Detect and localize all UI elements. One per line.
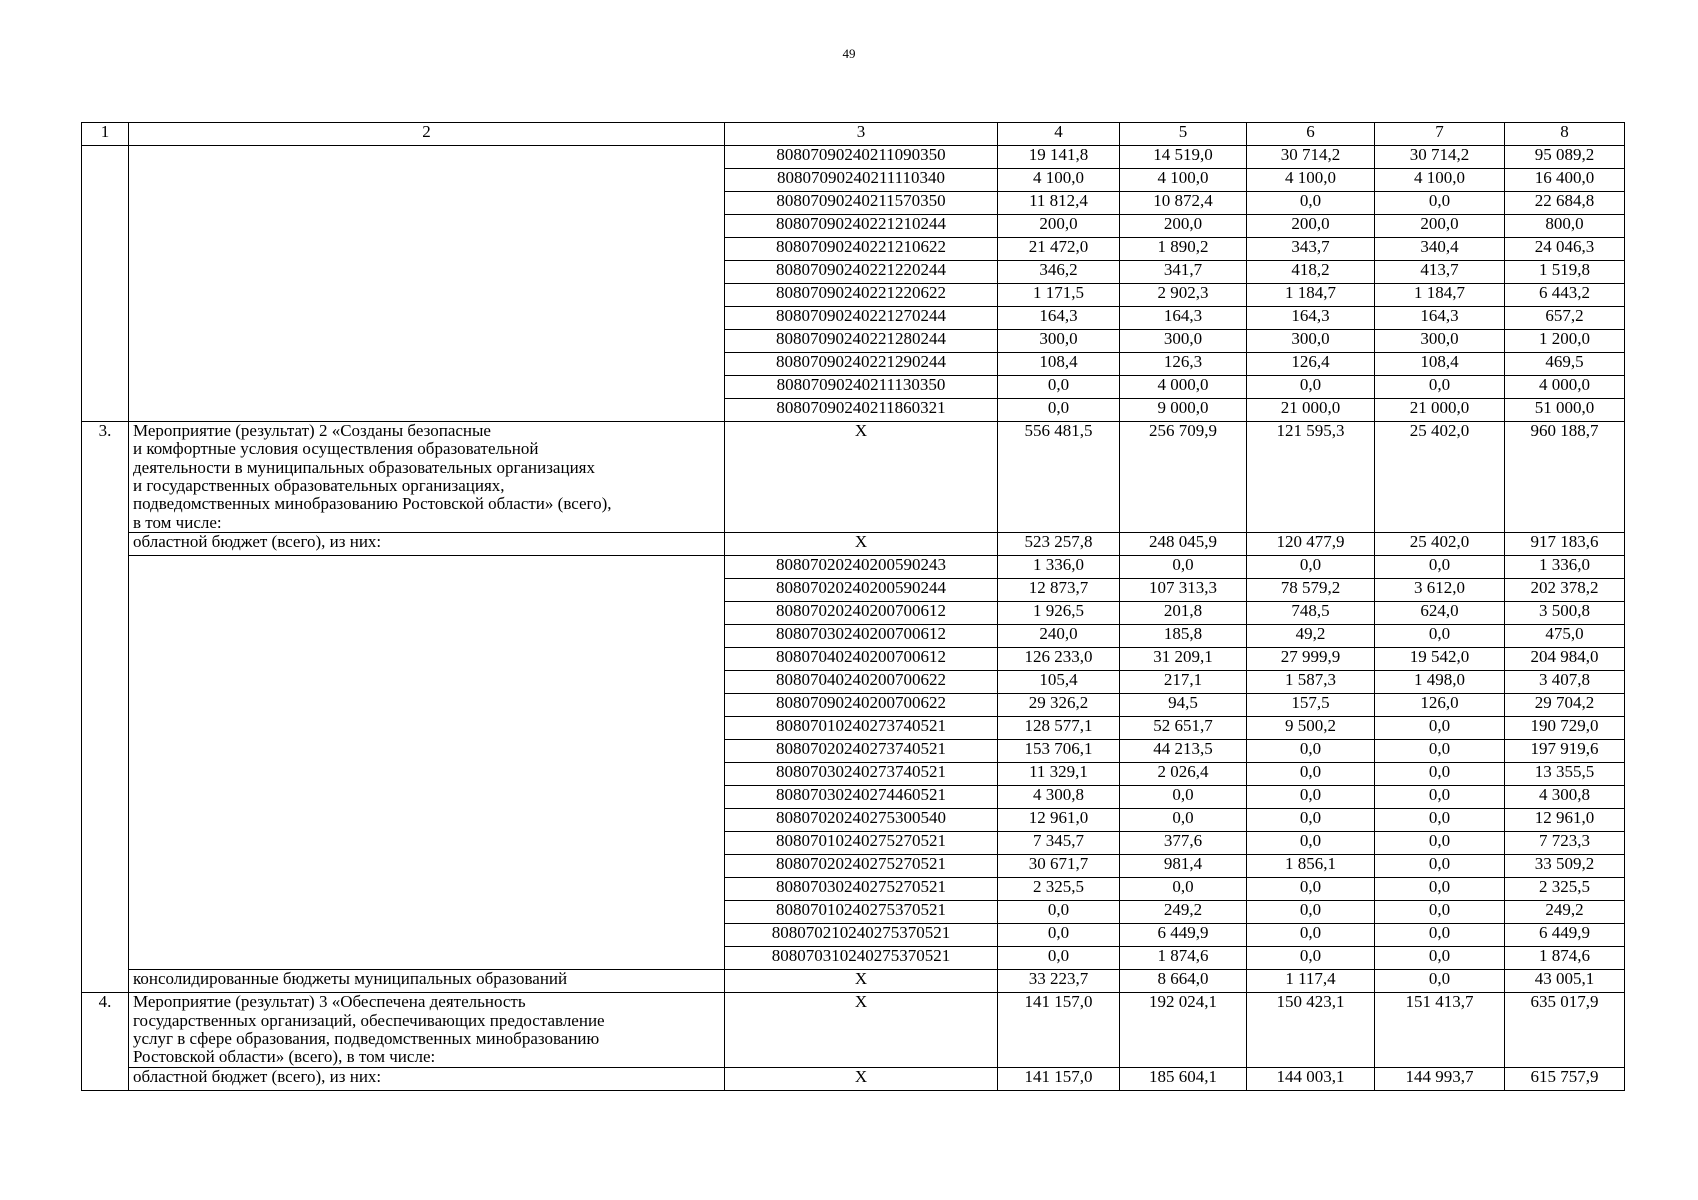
value-cell-4: 523 257,8: [998, 533, 1120, 556]
summary-row: [82, 422, 1625, 533]
value-cell-4: 7 345,7: [998, 832, 1120, 855]
value-cell-5: 0,0: [1120, 786, 1247, 809]
value-cell-8: 22 684,8: [1505, 192, 1625, 215]
value-cell-6: 0,0: [1247, 947, 1375, 970]
value-cell-4: 1 336,0: [998, 556, 1120, 579]
empty-num-cell: [82, 146, 129, 422]
value-cell-7: 0,0: [1375, 901, 1505, 924]
value-cell-5: 248 045,9: [1120, 533, 1247, 556]
value-cell-8: 657,2: [1505, 307, 1625, 330]
value-cell-8: 635 017,9: [1505, 993, 1625, 1067]
value-cell-5: 1 874,6: [1120, 947, 1247, 970]
budget-code-cell: 80807010240275270521: [725, 832, 998, 855]
value-cell-4: 240,0: [998, 625, 1120, 648]
value-cell-8: 12 961,0: [1505, 809, 1625, 832]
budget-code-cell: 80807090240221290244: [725, 353, 998, 376]
value-cell-8: 615 757,9: [1505, 1067, 1625, 1090]
summary-row: [82, 970, 1625, 993]
value-cell-4: 0,0: [998, 947, 1120, 970]
value-cell-4: 4 100,0: [998, 169, 1120, 192]
value-cell-8: 43 005,1: [1505, 970, 1625, 993]
value-cell-6: 1 856,1: [1247, 855, 1375, 878]
value-cell-7: 1 184,7: [1375, 284, 1505, 307]
description-line: государственных организаций, обеспечивающих предоставление: [133, 1010, 605, 1030]
value-cell-8: 960 188,7: [1505, 422, 1625, 533]
value-cell-5: 94,5: [1120, 694, 1247, 717]
value-cell-7: 0,0: [1375, 625, 1505, 648]
value-cell-8: 190 729,0: [1505, 717, 1625, 740]
value-cell-7: 0,0: [1375, 717, 1505, 740]
value-cell-4: 12 873,7: [998, 579, 1120, 602]
description-text: [133, 993, 720, 1066]
value-cell-7: 0,0: [1375, 970, 1505, 993]
value-cell-6: 1 184,7: [1247, 284, 1375, 307]
value-cell-7: 25 402,0: [1375, 422, 1505, 533]
value-cell-7: 0,0: [1375, 855, 1505, 878]
value-cell-5: 4 100,0: [1120, 169, 1247, 192]
description-line: услуг в сфере образования, подведомственных минобразованию: [133, 1028, 600, 1048]
budget-code-cell: 80807090240211090350: [725, 146, 998, 169]
value-cell-4: 4 300,8: [998, 786, 1120, 809]
description-line: и комфортные условия осуществления образовательной: [133, 439, 539, 459]
value-cell-5: 2 026,4: [1120, 763, 1247, 786]
regional-budget-label: областной бюджет (всего), из них:: [129, 1067, 725, 1090]
value-cell-7: 108,4: [1375, 353, 1505, 376]
value-cell-8: 475,0: [1505, 625, 1625, 648]
value-cell-4: 12 961,0: [998, 809, 1120, 832]
value-cell-8: 51 000,0: [1505, 399, 1625, 422]
value-cell-8: 1 200,0: [1505, 330, 1625, 353]
header-col-4: 4: [998, 123, 1120, 146]
budget-code-cell: 80807030240273740521: [725, 763, 998, 786]
value-cell-6: 164,3: [1247, 307, 1375, 330]
value-cell-4: 19 141,8: [998, 146, 1120, 169]
budget-code-cell: 80807020240200590244: [725, 579, 998, 602]
budget-code-cell: Х: [725, 533, 998, 556]
header-col-8: 8: [1505, 123, 1625, 146]
budget-code-cell: 80807090240211110340: [725, 169, 998, 192]
value-cell-8: 3 500,8: [1505, 602, 1625, 625]
value-cell-6: 418,2: [1247, 261, 1375, 284]
value-cell-8: 1 874,6: [1505, 947, 1625, 970]
value-cell-4: 141 157,0: [998, 993, 1120, 1067]
value-cell-8: 1 519,8: [1505, 261, 1625, 284]
value-cell-8: 24 046,3: [1505, 238, 1625, 261]
value-cell-6: 1 587,3: [1247, 671, 1375, 694]
value-cell-4: 126 233,0: [998, 648, 1120, 671]
budget-code-cell: 80807040240200700622: [725, 671, 998, 694]
value-cell-4: 0,0: [998, 901, 1120, 924]
value-cell-7: 300,0: [1375, 330, 1505, 353]
summary-row: [82, 533, 1625, 556]
budget-code-cell: 80807090240221210244: [725, 215, 998, 238]
value-cell-8: 13 355,5: [1505, 763, 1625, 786]
empty-desc-cell: [129, 146, 725, 422]
budget-code-cell: 80807010240275370521: [725, 901, 998, 924]
value-cell-8: 33 509,2: [1505, 855, 1625, 878]
value-cell-5: 4 000,0: [1120, 376, 1247, 399]
value-cell-7: 30 714,2: [1375, 146, 1505, 169]
value-cell-4: 1 926,5: [998, 602, 1120, 625]
value-cell-8: 29 704,2: [1505, 694, 1625, 717]
budget-code-cell: 80807020240200590243: [725, 556, 998, 579]
table-body: [82, 123, 1625, 1091]
value-cell-7: 0,0: [1375, 878, 1505, 901]
budget-code-cell: 80807090240221210622: [725, 238, 998, 261]
value-cell-7: 0,0: [1375, 809, 1505, 832]
value-cell-6: 0,0: [1247, 809, 1375, 832]
budget-code-cell: 80807030240200700612: [725, 625, 998, 648]
description-line: Мероприятие (результат) 2 «Созданы безопасные: [133, 421, 491, 440]
value-cell-5: 31 209,1: [1120, 648, 1247, 671]
header-col-5: 5: [1120, 123, 1247, 146]
item-description: [129, 993, 725, 1067]
value-cell-8: 917 183,6: [1505, 533, 1625, 556]
description-line: подведомственных минобразованию Ростовской области» (всего),: [133, 494, 612, 514]
budget-code-cell: 80807090240200700622: [725, 694, 998, 717]
budget-code-cell: Х: [725, 970, 998, 993]
value-cell-4: 200,0: [998, 215, 1120, 238]
budget-code-cell: 80807090240221220244: [725, 261, 998, 284]
value-cell-6: 0,0: [1247, 924, 1375, 947]
value-cell-8: 6 449,9: [1505, 924, 1625, 947]
value-cell-5: 185 604,1: [1120, 1067, 1247, 1090]
value-cell-4: 1 171,5: [998, 284, 1120, 307]
value-cell-5: 1 890,2: [1120, 238, 1247, 261]
value-cell-4: 556 481,5: [998, 422, 1120, 533]
budget-code-cell: 80807090240221220622: [725, 284, 998, 307]
budget-code-cell: 808070310240275370521: [725, 947, 998, 970]
value-cell-6: 144 003,1: [1247, 1067, 1375, 1090]
budget-code-cell: 80807020240273740521: [725, 740, 998, 763]
value-cell-8: 16 400,0: [1505, 169, 1625, 192]
value-cell-8: 7 723,3: [1505, 832, 1625, 855]
description-line: Мероприятие (результат) 3 «Обеспечена деятельность: [133, 992, 526, 1012]
value-cell-8: 800,0: [1505, 215, 1625, 238]
description-line: Ростовской области» (всего), в том числе:: [133, 1047, 436, 1067]
value-cell-8: 6 443,2: [1505, 284, 1625, 307]
value-cell-8: 469,5: [1505, 353, 1625, 376]
value-cell-5: 0,0: [1120, 878, 1247, 901]
value-cell-6: 0,0: [1247, 192, 1375, 215]
summary-row: [82, 1067, 1625, 1090]
value-cell-6: 30 714,2: [1247, 146, 1375, 169]
budget-code-cell: 80807030240275270521: [725, 878, 998, 901]
value-cell-5: 300,0: [1120, 330, 1247, 353]
value-cell-5: 9 000,0: [1120, 399, 1247, 422]
value-cell-7: 25 402,0: [1375, 533, 1505, 556]
value-cell-6: 9 500,2: [1247, 717, 1375, 740]
value-cell-4: 128 577,1: [998, 717, 1120, 740]
value-cell-6: 0,0: [1247, 878, 1375, 901]
value-cell-6: 150 423,1: [1247, 993, 1375, 1067]
value-cell-6: 1 117,4: [1247, 970, 1375, 993]
budget-code-cell: 80807040240200700612: [725, 648, 998, 671]
header-col-2: 2: [129, 123, 725, 146]
value-cell-6: 157,5: [1247, 694, 1375, 717]
value-cell-7: 624,0: [1375, 602, 1505, 625]
value-cell-5: 44 213,5: [1120, 740, 1247, 763]
value-cell-8: 249,2: [1505, 901, 1625, 924]
description-line: и государственных образовательных организациях,: [133, 476, 505, 496]
value-cell-8: 197 919,6: [1505, 740, 1625, 763]
summary-row: [82, 993, 1625, 1067]
value-cell-8: 4 000,0: [1505, 376, 1625, 399]
value-cell-7: 0,0: [1375, 947, 1505, 970]
description-line: в том числе:: [133, 512, 222, 532]
value-cell-7: 3 612,0: [1375, 579, 1505, 602]
budget-code-cell: 80807090240221280244: [725, 330, 998, 353]
value-cell-4: 0,0: [998, 376, 1120, 399]
value-cell-5: 981,4: [1120, 855, 1247, 878]
value-cell-4: 11 329,1: [998, 763, 1120, 786]
value-cell-6: 300,0: [1247, 330, 1375, 353]
regional-budget-label: областной бюджет (всего), из них:: [129, 533, 725, 556]
value-cell-6: 4 100,0: [1247, 169, 1375, 192]
budget-code-cell: 80807020240200700612: [725, 602, 998, 625]
table-row: [82, 556, 1625, 579]
value-cell-7: 126,0: [1375, 694, 1505, 717]
value-cell-5: 256 709,9: [1120, 422, 1247, 533]
budget-table: [81, 122, 1625, 1091]
value-cell-7: 0,0: [1375, 192, 1505, 215]
description-text: [133, 422, 720, 532]
value-cell-4: 141 157,0: [998, 1067, 1120, 1090]
value-cell-4: 0,0: [998, 924, 1120, 947]
value-cell-6: 120 477,9: [1247, 533, 1375, 556]
header-col-1: 1: [82, 123, 129, 146]
value-cell-6: 200,0: [1247, 215, 1375, 238]
value-cell-7: 19 542,0: [1375, 648, 1505, 671]
value-cell-4: 29 326,2: [998, 694, 1120, 717]
value-cell-7: 0,0: [1375, 763, 1505, 786]
item-number: 3.: [82, 422, 129, 993]
value-cell-8: 3 407,8: [1505, 671, 1625, 694]
value-cell-7: 144 993,7: [1375, 1067, 1505, 1090]
empty-desc-cell: [129, 556, 725, 970]
value-cell-6: 0,0: [1247, 901, 1375, 924]
value-cell-4: 300,0: [998, 330, 1120, 353]
budget-code-cell: Х: [725, 993, 998, 1067]
value-cell-4: 0,0: [998, 399, 1120, 422]
item-description: [129, 422, 725, 533]
value-cell-8: 1 336,0: [1505, 556, 1625, 579]
value-cell-6: 126,4: [1247, 353, 1375, 376]
value-cell-6: 27 999,9: [1247, 648, 1375, 671]
budget-code-cell: 80807090240211860321: [725, 399, 998, 422]
value-cell-7: 0,0: [1375, 376, 1505, 399]
value-cell-7: 340,4: [1375, 238, 1505, 261]
value-cell-5: 341,7: [1120, 261, 1247, 284]
value-cell-5: 200,0: [1120, 215, 1247, 238]
budget-code-cell: Х: [725, 422, 998, 533]
page-number: 49: [842, 46, 856, 61]
value-cell-7: 4 100,0: [1375, 169, 1505, 192]
value-cell-5: 164,3: [1120, 307, 1247, 330]
value-cell-8: 95 089,2: [1505, 146, 1625, 169]
value-cell-7: 0,0: [1375, 924, 1505, 947]
value-cell-5: 126,3: [1120, 353, 1247, 376]
budget-code-cell: 80807090240221270244: [725, 307, 998, 330]
value-cell-4: 21 472,0: [998, 238, 1120, 261]
value-cell-6: 21 000,0: [1247, 399, 1375, 422]
budget-code-cell: Х: [725, 1067, 998, 1090]
value-cell-6: 121 595,3: [1247, 422, 1375, 533]
budget-code-cell: 80807010240273740521: [725, 717, 998, 740]
value-cell-4: 2 325,5: [998, 878, 1120, 901]
value-cell-4: 164,3: [998, 307, 1120, 330]
value-cell-5: 107 313,3: [1120, 579, 1247, 602]
value-cell-7: 151 413,7: [1375, 993, 1505, 1067]
header-row: [82, 123, 1625, 146]
value-cell-5: 0,0: [1120, 809, 1247, 832]
value-cell-5: 6 449,9: [1120, 924, 1247, 947]
value-cell-6: 0,0: [1247, 556, 1375, 579]
value-cell-5: 217,1: [1120, 671, 1247, 694]
value-cell-5: 52 651,7: [1120, 717, 1247, 740]
value-cell-4: 30 671,7: [998, 855, 1120, 878]
value-cell-6: 0,0: [1247, 832, 1375, 855]
value-cell-4: 33 223,7: [998, 970, 1120, 993]
value-cell-5: 14 519,0: [1120, 146, 1247, 169]
value-cell-4: 346,2: [998, 261, 1120, 284]
value-cell-7: 413,7: [1375, 261, 1505, 284]
value-cell-6: 0,0: [1247, 763, 1375, 786]
value-cell-5: 2 902,3: [1120, 284, 1247, 307]
value-cell-7: 21 000,0: [1375, 399, 1505, 422]
budget-code-cell: 80807030240274460521: [725, 786, 998, 809]
table-row: [82, 146, 1625, 169]
budget-code-cell: 808070210240275370521: [725, 924, 998, 947]
value-cell-8: 4 300,8: [1505, 786, 1625, 809]
value-cell-4: 153 706,1: [998, 740, 1120, 763]
value-cell-7: 0,0: [1375, 556, 1505, 579]
budget-code-cell: 80807020240275270521: [725, 855, 998, 878]
header-col-6: 6: [1247, 123, 1375, 146]
value-cell-7: 200,0: [1375, 215, 1505, 238]
budget-code-cell: 80807020240275300540: [725, 809, 998, 832]
value-cell-5: 192 024,1: [1120, 993, 1247, 1067]
value-cell-5: 377,6: [1120, 832, 1247, 855]
header-col-3: 3: [725, 123, 998, 146]
value-cell-5: 8 664,0: [1120, 970, 1247, 993]
value-cell-5: 201,8: [1120, 602, 1247, 625]
value-cell-6: 343,7: [1247, 238, 1375, 261]
value-cell-6: 0,0: [1247, 740, 1375, 763]
value-cell-7: 0,0: [1375, 786, 1505, 809]
value-cell-7: 0,0: [1375, 740, 1505, 763]
value-cell-5: 0,0: [1120, 556, 1247, 579]
value-cell-6: 49,2: [1247, 625, 1375, 648]
value-cell-5: 10 872,4: [1120, 192, 1247, 215]
value-cell-5: 185,8: [1120, 625, 1247, 648]
budget-code-cell: 80807090240211130350: [725, 376, 998, 399]
description-line: деятельности в муниципальных образовательных организациях: [133, 457, 595, 477]
value-cell-4: 108,4: [998, 353, 1120, 376]
item-number: 4.: [82, 993, 129, 1090]
value-cell-4: 105,4: [998, 671, 1120, 694]
value-cell-8: 2 325,5: [1505, 878, 1625, 901]
value-cell-8: 202 378,2: [1505, 579, 1625, 602]
header-col-7: 7: [1375, 123, 1505, 146]
value-cell-7: 164,3: [1375, 307, 1505, 330]
value-cell-6: 78 579,2: [1247, 579, 1375, 602]
value-cell-8: 204 984,0: [1505, 648, 1625, 671]
municipal-budget-label: консолидированные бюджеты муниципальных образований: [129, 970, 725, 993]
value-cell-7: 1 498,0: [1375, 671, 1505, 694]
value-cell-6: 0,0: [1247, 376, 1375, 399]
value-cell-5: 249,2: [1120, 901, 1247, 924]
value-cell-7: 0,0: [1375, 832, 1505, 855]
value-cell-4: 11 812,4: [998, 192, 1120, 215]
value-cell-6: 0,0: [1247, 786, 1375, 809]
value-cell-6: 748,5: [1247, 602, 1375, 625]
budget-code-cell: 80807090240211570350: [725, 192, 998, 215]
